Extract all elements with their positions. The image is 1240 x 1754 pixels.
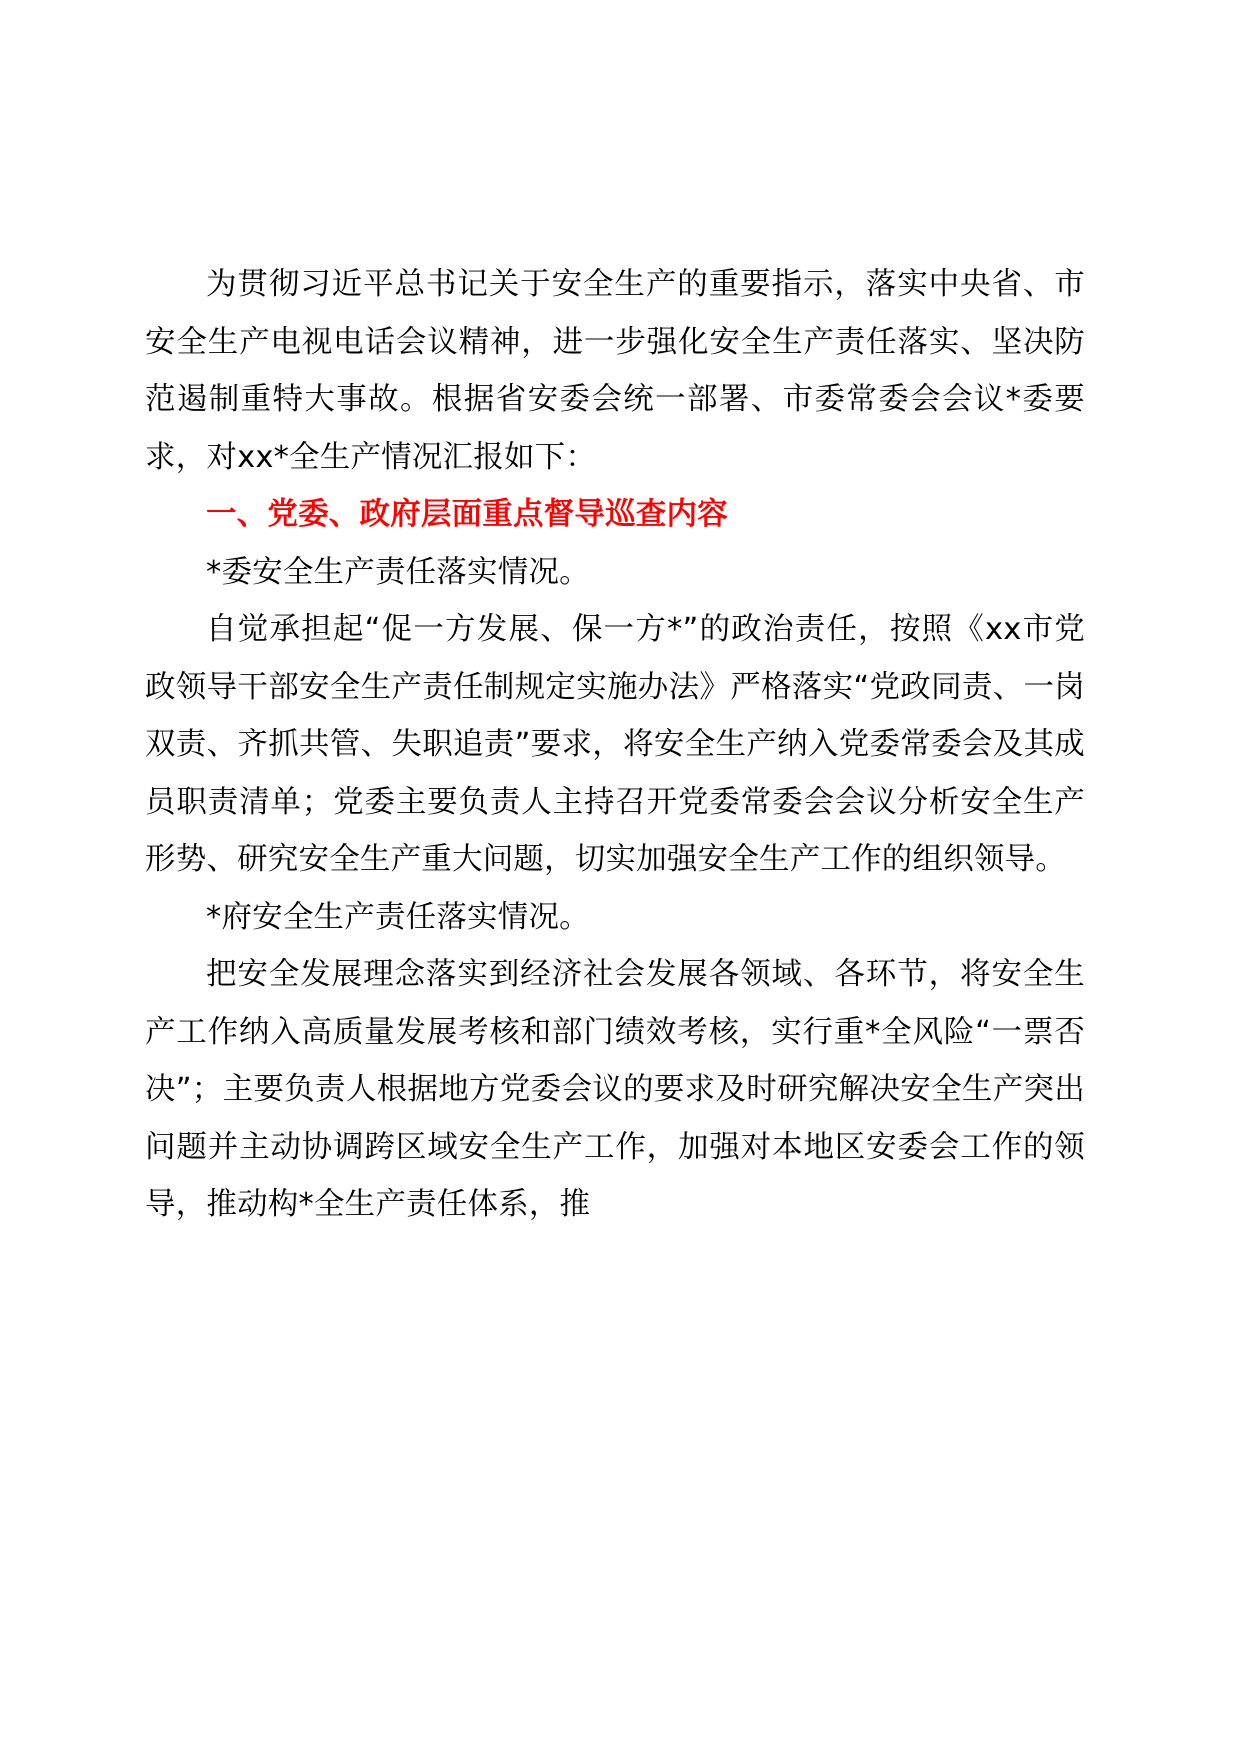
subsection-two-body: 把安全发展理念落实到经济社会发展各领域、各环节，将安全生产工作纳入高质量发展考核和部门绩效考核，实行重*全风险“一票否决”；主要负责人根据地方党委会议的要求及时研究解决安全生产突出问题并主动协调跨区域安全生产工作，加强对本地区安委会工作的领导，推动构*全生产责任体系，推 [145, 957, 1085, 1222]
intro-paragraph: 为贯彻习近平总书记关于安全生产的重要指示，落实中央省、市安全生产电视电话会议精神，进一步强化安全生产责任落实、坚决防范遏制重特大事故。根据省安委会统一部署、市委常委会会议*委要求，对xx*全生产情况汇报如下： [145, 267, 1085, 475]
section-heading-one: 一、党委、政府层面重点督导巡查内容 [206, 497, 728, 532]
subsection-one-title: *委安全生产责任落实情况。 [206, 554, 590, 590]
subsection-one-body: 自觉承担起“促一方发展、保一方*”的政治责任，按照《xx市党政领导干部安全生产责任制规定实施办法》严格落实“党政同责、一岗双责、齐抓共管、失职追责”要求，将安全生产纳入党委常委会及其成员职责清单；党委主要负责人主持召开党委常委会会议分析安全生产形势、研究安全生产重大问题，切实加强安全生产工作的组织领导。 [145, 612, 1085, 877]
page-title [145, 0, 1085, 218]
document-content [145, 0, 1085, 1234]
subsection-two-title: *府安全生产责任落实情况。 [206, 899, 590, 935]
